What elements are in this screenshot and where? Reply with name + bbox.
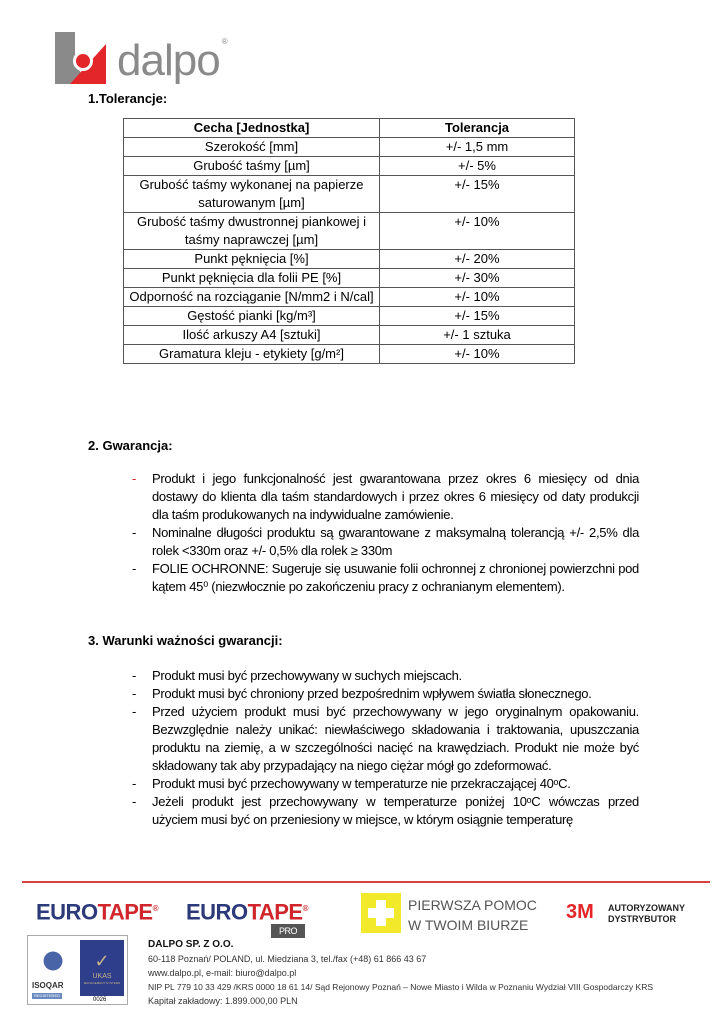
ukas-text: UKAS — [92, 973, 112, 980]
tolerance-cell: +/- 15% — [380, 307, 575, 326]
tolerance-cell: +/- 1,5 mm — [380, 138, 575, 157]
company-name: DALPO SP. Z O.O. — [148, 939, 234, 950]
list-item: - Produkt i jego funkcjonalność jest gwarantowana przez okres 6 miesięcy od dnia dostawy do klienta dla taśm standardowych i przez okres 6 miesięcy od daty produkcji dla taśm produkowanych na indywidualne zamówienie. — [132, 471, 639, 522]
table-row — [124, 345, 575, 364]
item-text: Przed użyciem produkt musi być przechowywany w jego oryginalnym opakowaniu. Bezwzględnie należy unikać: niewłaściwego składowania i traktowania, upuszczania produktu na ziemię, a w szczególności nacięć na krawędziach. Produkt nie może być składowany tak aby przypadający na niego ciężar mógł go zdeformować. — [152, 704, 639, 773]
item-text: Produkt musi być przechowywany w temperaturze nie przekraczającej 40ᵒC. — [152, 776, 571, 791]
feature-cell: Punkt pęknięcia [%] — [124, 250, 380, 269]
tolerance-cell: +/- 15% — [380, 176, 575, 213]
footer-divider — [22, 881, 710, 883]
ukas-number: 0026 — [93, 997, 107, 1003]
conditions-list — [132, 667, 639, 833]
feature-cell: Odporność na rozciąganie [N/mm2 i N/cal] — [124, 288, 380, 307]
item-text: Jeżeli produkt jest przechowywany w temperaturze poniżej 10ᵒC wówczas przed użyciem musi być on przeniesiony w miejsce, w którym osiągnie temperaturę — [152, 794, 639, 827]
item-text: FOLIE OCHRONNE: Sugeruje się usuwanie folii ochronnej z chronionej powierzchni pod kątem 45⁰ (niezwłocznie po zakończeniu pracy z ochranianym elementem). — [152, 561, 639, 594]
feature-cell: Grubość taśmy [µm] — [124, 157, 380, 176]
tolerance-cell: +/- 10% — [380, 345, 575, 364]
section-1-heading: 1.Tolerancje: — [88, 91, 168, 106]
table-row — [124, 250, 575, 269]
table-row — [124, 288, 575, 307]
tolerance-table — [123, 118, 575, 364]
section-2-heading: 2. Gwarancja: — [88, 438, 173, 453]
item-text: Nominalne długości produktu są gwarantowane z maksymalną tolerancją +/- 2,5% dla rolek <330m oraz +/- 0,5% dla rolek ≥ 330m — [152, 525, 639, 558]
table-row — [124, 138, 575, 157]
company-capital: Kapitał zakładowy: 1.899.000,00 PLN — [148, 996, 298, 1006]
header-cell: Tolerancja — [380, 119, 575, 138]
table-row — [124, 176, 575, 213]
table-row — [124, 213, 575, 250]
tolerance-cell: +/- 1 sztuka — [380, 326, 575, 345]
feature-cell: Szerokość [mm] — [124, 138, 380, 157]
pro-badge: PRO — [271, 924, 305, 938]
check-icon: ✓ — [94, 951, 110, 971]
feature-cell: Grubość taśmy dwustronnej piankowej i taśmy naprawczej [µm] — [124, 213, 380, 250]
isoqar-text: ISOQAR — [32, 981, 64, 990]
footer — [0, 881, 725, 1024]
company-web: www.dalpo.pl, e-mail: biuro@dalpo.pl — [148, 968, 297, 978]
isoqar-registered: REGISTERED — [34, 993, 61, 998]
table-row — [124, 307, 575, 326]
logo-wordmark — [117, 36, 228, 86]
table-row — [124, 157, 575, 176]
ukas-badge — [80, 940, 124, 996]
list-item: - Przed użyciem produkt musi być przechowywany w jego oryginalnym opakowaniu. Bezwzględnie należy unikać: niewłaściwego składowania i traktowania, upuszczania produktu na ziemię, a w szczególności nacięć na krawędziach. Produkt nie może być składowany tak aby przypadający na niego ciężar mógł go zdeformować. — [132, 704, 639, 773]
certification-badges — [27, 935, 128, 1005]
isoqar-icon — [40, 942, 66, 980]
tolerance-cell: +/- 10% — [380, 288, 575, 307]
section-3-heading: 3. Warunki ważności gwarancji: — [88, 633, 283, 648]
item-text: Produkt musi być chroniony przed bezpośrednim wpływem światła słonecznego. — [152, 686, 592, 701]
company-registration: NIP PL 779 10 33 429 /KRS 0000 18 61 14/ Sąd Rejonowy Poznań – Nowe Miasto i Wilda w Poznaniu Wydział VIII Gospodarczy KRS — [148, 982, 654, 992]
list-item: - Produkt musi być przechowywany w suchych miejscach. — [132, 668, 462, 683]
feature-cell: Grubość taśmy wykonanej na papierze saturowanym [µm] — [124, 176, 380, 213]
ukas-sub: MANAGEMENT SYSTEMS — [83, 981, 121, 985]
table-header-row — [124, 119, 575, 138]
list-item: - Jeżeli produkt jest przechowywany w temperaturze poniżej 10ᵒC wówczas przed użyciem musi być on przeniesiony w miejsce, w którym osiągnie temperaturę — [132, 794, 639, 827]
tolerance-cell: +/- 30% — [380, 269, 575, 288]
list-item: - FOLIE OCHRONNE: Sugeruje się usuwanie folii ochronnej z chronionej powierzchni pod kątem 45⁰ (niezwłocznie po zakończeniu pracy z ochranianym elementem). — [132, 561, 639, 594]
tolerance-cell: +/- 20% — [380, 250, 575, 269]
list-item: - Produkt musi być chroniony przed bezpośrednim wpływem światła słonecznego. — [132, 686, 592, 701]
feature-cell: Gramatura kleju - etykiety [g/m²] — [124, 345, 380, 364]
first-aid-text: PIERWSZA POMOC W TWOIM BIURZE — [408, 897, 537, 933]
tolerance-cell: +/- 5% — [380, 157, 575, 176]
3m-logo: 3M — [566, 901, 594, 923]
first-aid-icon — [361, 893, 401, 933]
warranty-list — [132, 470, 639, 596]
logo-reg: ® — [221, 37, 228, 46]
company-address: 60-118 Poznań/ POLAND, ul. Miedziana 3, tel./fax (+48) 61 866 43 67 — [148, 954, 427, 964]
item-text: Produkt i jego funkcjonalność jest gwarantowana przez okres 6 miesięcy od dnia dostawy do klienta dla taśm standardowych i przez okres 6 miesięcy od daty produkcji dla taśm produkowanych na indywidualne zamówienie. — [152, 471, 639, 522]
table-row — [124, 326, 575, 345]
table-row — [124, 269, 575, 288]
eurotape-pro-logo: EUROTAPE® PRO — [186, 899, 309, 936]
list-item: - Nominalne długości produktu są gwarantowane z maksymalną tolerancją +/- 2,5% dla rolek <330m oraz +/- 0,5% dla rolek ≥ 330m — [132, 525, 639, 558]
logo-text: dalpo — [117, 36, 220, 85]
tolerance-cell: +/- 10% — [380, 213, 575, 250]
eurotape-logo: EUROTAPE® — [36, 899, 159, 925]
feature-cell: Ilość arkuszy A4 [sztuki] — [124, 326, 380, 345]
feature-cell: Punkt pęknięcia dla folii PE [%] — [124, 269, 380, 288]
3m-text: AUTORYZOWANY DYSTRYBUTOR — [608, 903, 686, 924]
item-text: Produkt musi być przechowywany w suchych miejscach. — [152, 668, 462, 683]
header-cell: Cecha [Jednostka] — [124, 119, 380, 138]
dalpo-logo — [55, 32, 255, 87]
company-info — [148, 938, 653, 1008]
list-item: - Produkt musi być przechowywany w temperaturze nie przekraczającej 40ᵒC. — [132, 776, 571, 791]
feature-cell: Gęstość pianki [kg/m³] — [124, 307, 380, 326]
